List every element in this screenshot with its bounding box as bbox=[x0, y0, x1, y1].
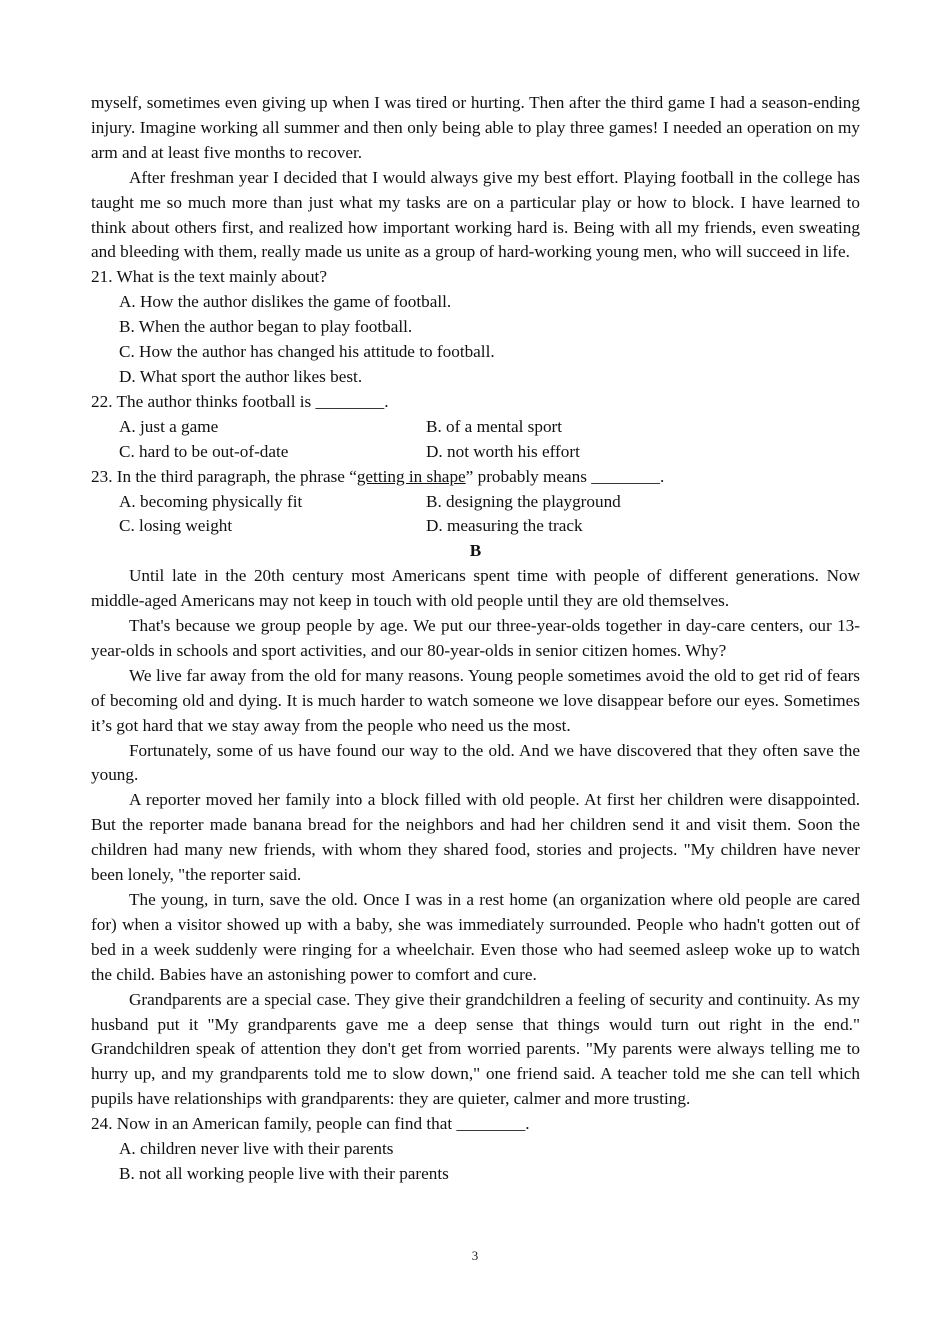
question-23-option-d: D. measuring the track bbox=[426, 516, 583, 536]
page-number: 3 bbox=[471, 1248, 479, 1263]
passage-b-paragraph-3: We live far away from the old for many reasons. Young people sometimes avoid the old to get rid of fears of becoming old and dying. It is much harder to watch someone we love disappear before our eyes. Sometimes it’s got hard that we stay away from the people who need us the most. bbox=[91, 665, 860, 735]
question-21-option-c: C. How the author has changed his attitude to football. bbox=[119, 342, 495, 362]
question-24-option-b: B. not all working people live with their parents bbox=[119, 1163, 449, 1183]
question-21-option-b: B. When the author began to play football. bbox=[119, 317, 413, 337]
question-24-option-a: A. children never live with their parents bbox=[119, 1139, 394, 1159]
question-22-option-c: C. hard to be out-of-date bbox=[119, 441, 289, 461]
passage-b-paragraph-5: A reporter moved her family into a block filled with old people. At first her children were disappointed. But the reporter made banana bread for the neighbors and had her children send it and visit them. Soon the children had many new friends, with whom they shared food, stories and projects. "My children have never been lonely, "the reporter said. bbox=[91, 790, 860, 885]
passage-a-paragraph-2: After freshman year I decided that I would always give my best effort. Playing football in the college has taught me so much more than just what my tasks are on a particular play or how to block. I have learned to think about others first, and realized how important working hard is. Being with all my friends, even sweating and bleeding with them, really made us unite as a group of hard-working young men, who will succeed in life. bbox=[91, 167, 860, 262]
question-22-option-d: D. not worth his effort bbox=[426, 441, 580, 461]
question-23-stem-before: 23. In the third paragraph, the phrase “ bbox=[91, 466, 357, 486]
question-22-stem: 22. The author thinks football is ________. bbox=[91, 391, 389, 411]
question-23-options-row-2 bbox=[119, 514, 860, 539]
question-22 bbox=[91, 390, 860, 465]
section-b-heading: B bbox=[469, 541, 482, 561]
question-23-options-row-1 bbox=[119, 490, 860, 515]
question-23-stem bbox=[91, 465, 860, 490]
question-22-options-row-1 bbox=[119, 415, 860, 440]
passage-a-paragraph-1: myself, sometimes even giving up when I was tired or hurting. Then after the third game I had a season-ending injury. Imagine working all summer and then only being able to play three games! I needed an operation on my arm and at least five months to recover. bbox=[91, 93, 860, 162]
question-22-option-b: B. of a mental sport bbox=[426, 416, 563, 436]
question-23 bbox=[91, 465, 860, 540]
passage-b-paragraph-1: Until late in the 20th century most Americans spent time with people of different generations. Now middle-aged Americans may not keep in touch with old people until they are old themselves. bbox=[91, 566, 860, 611]
question-23-option-c: C. losing weight bbox=[119, 516, 233, 536]
question-21-option-a: A. How the author dislikes the game of football. bbox=[119, 292, 452, 312]
question-22-option-a: A. just a game bbox=[119, 416, 219, 436]
question-21-stem: 21. What is the text mainly about? bbox=[91, 267, 327, 287]
question-23-option-a: A. becoming physically fit bbox=[119, 491, 303, 511]
passage-b-paragraph-4: Fortunately, some of us have found our way to the old. And we have discovered that they often save the young. bbox=[91, 740, 860, 785]
document-page bbox=[91, 91, 860, 1187]
question-24-stem: 24. Now in an American family, people can find that ________. bbox=[91, 1114, 530, 1134]
passage-b-paragraph-6: The young, in turn, save the old. Once I was in a rest home (an organization where old people are cared for) when a visitor showed up with a baby, she was immediately surrounded. People who hadn't gotten out of bed in a week suddenly were ringing for a wheelchair. Even those who had seemed asleep woke up to watch the child. Babies have an astonishing power to comfort and cure. bbox=[91, 890, 860, 984]
passage-b-paragraph-2: That's because we group people by age. We put our three-year-olds together in day-care centers, our 13-year-olds in schools and sport activities, and our 80-year-olds in senior citizen homes. Why? bbox=[91, 616, 860, 660]
passage-b-paragraph-7: Grandparents are a special case. They give their grandchildren a feeling of security and continuity. As my husband put it "My grandparents gave me a deep sense that things would turn out right in the end." Grandchildren speak of attention they don't get from worried parents. "My parents were always telling me to hurry up, and my grandparents told me to slow down," one friend said. A teacher told me she can tell which pupils have relationships with grandparents: they are quieter, calmer and more trusting. bbox=[91, 989, 860, 1109]
question-24 bbox=[91, 1112, 860, 1187]
question-21-option-d: D. What sport the author likes best. bbox=[119, 366, 363, 386]
question-23-stem-after: ” probably means ________. bbox=[465, 466, 665, 486]
question-22-options-row-2 bbox=[119, 440, 860, 465]
question-21 bbox=[91, 265, 860, 390]
question-23-option-b: B. designing the playground bbox=[426, 491, 621, 511]
question-23-underlined-phrase: getting in shape bbox=[356, 466, 466, 486]
